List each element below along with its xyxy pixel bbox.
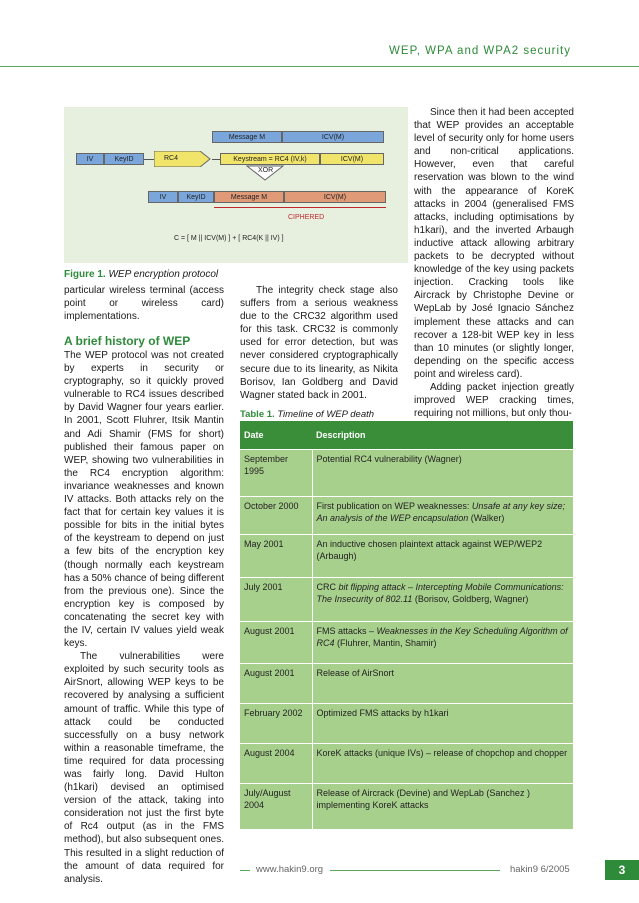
fig-keystream: Keystream = RC4 (IV,k) <box>220 153 320 165</box>
figure-caption <box>64 269 218 280</box>
fig-xor-label: XOR <box>258 167 274 174</box>
table-row <box>240 703 573 743</box>
row-date: August 2001 <box>240 621 312 663</box>
row-desc-text: Potential RC4 vulnerability (Wagner) <box>316 453 462 464</box>
row-desc-tail: (Walker) <box>468 512 505 523</box>
header-description: Description <box>312 421 573 449</box>
row-desc-tail: (Borisov, Goldberg, Wagner) <box>412 593 529 604</box>
row-desc-emph: Weaknesses in the Key Scheduling Algorithm of RC4 <box>316 625 568 648</box>
table-caption <box>240 409 374 420</box>
footer-rule-left <box>240 870 250 871</box>
col1-paragraph-2: The vulnerabilities were exploited by such security tools as AirSnort, allowing WEP keys to be recovered by analysing a sufficient amount of traffic. While this type of attack could be conducted successfully on a busy network within a reasonable timeframe, the time required for data processing was fairly long. David Hulton (h1kari) devised an optimised version of the attack, taking into consideration not just the first byte of Rc4 output (as in the FMS method), but also subsequent ones. This resulted in a slight reduction of the amount of data required for analysis. <box>64 651 224 885</box>
col1-paragraph-0: particular wireless terminal (access point or wireless card) implementations. <box>64 285 224 323</box>
row-desc-text: Release of AirSnort <box>316 667 395 678</box>
timeline-table <box>240 421 573 830</box>
col2-paragraph-1: The integrity check stage also suffers from a serious weakness due to the CRC32 algorithm used for this task. CRC32 is commonly used for error detection, but was never considered cryptographically secure due to its linearity, as Nikita Borisov, Ian Goldberg and David Wagner stated back in 2001. <box>240 285 398 401</box>
row-desc-text: FMS attacks – <box>316 625 377 636</box>
fig-keystream-icv: ICV(M) <box>320 153 384 165</box>
row-description <box>312 449 573 496</box>
col3-paragraph-2: Adding packet injection greatly improved WEP cracking times, requiring not millions, but only thou- <box>414 381 574 420</box>
row-date: May 2001 <box>240 534 312 577</box>
row-desc-text: CRC <box>316 581 339 592</box>
row-description <box>312 534 573 577</box>
table-row <box>240 449 573 496</box>
figure-wep-encryption <box>64 107 408 263</box>
section-heading: A brief history of WEP <box>64 334 191 348</box>
row-date: February 2002 <box>240 703 312 743</box>
fig-ciphered-label: CIPHERED <box>288 214 325 221</box>
fig-keyid: KeyID <box>104 153 144 165</box>
row-date: August 2004 <box>240 743 312 783</box>
row-description <box>312 663 573 703</box>
table-caption-text: Timeline of WEP death <box>277 409 375 420</box>
row-description <box>312 577 573 621</box>
table-row <box>240 783 573 829</box>
row-date: October 2000 <box>240 496 312 534</box>
table-row <box>240 663 573 703</box>
fig-rc4-label: RC4 <box>164 155 179 162</box>
footer-rule-middle <box>330 870 500 871</box>
table-caption-label: Table 1. <box>240 409 275 420</box>
table-row <box>240 496 573 534</box>
fig-iv-2: IV <box>148 191 178 203</box>
figure-caption-text: WEP encryption protocol <box>108 269 219 280</box>
column-3-body <box>414 106 574 420</box>
fig-message-m-2: Message M <box>214 191 284 203</box>
col1-paragraph-1: The WEP protocol was not created by experts in security or cryptography, so it quickly proved vulnerable to RC4 issues described by David Wagner four years earlier. In 2001, Scott Fluhrer, Itsik Mantin and Adi Shamir (FMS for short) published their famous paper on WEP, showing two vulnerabilities in the RC4 encryption algorithm: invariance weaknesses and known IV attacks. Both attacks rely on the fact that for certain key values it is possible for bits in the initial bytes of the keystream to depend on just a few bits of the encryption key (though normally each keystream has a 50% chance of being different from the previous one). Since the encryption key is composed by concatenating the secret key with the IV, certain IV values yield weak keys. <box>64 350 224 650</box>
fig-rc4-shape <box>154 151 212 167</box>
footer-url: www.hakin9.org <box>256 864 324 875</box>
fig-iv: IV <box>76 153 104 165</box>
row-desc-text: An inductive chosen plaintext attack against WEP/WEP2 (Arbaugh) <box>316 538 543 561</box>
row-date: September 1995 <box>240 449 312 496</box>
fig-icv-m-3: ICV(M) <box>284 191 386 203</box>
header-date: Date <box>240 421 312 449</box>
fig-icv-m: ICV(M) <box>282 131 384 143</box>
row-description <box>312 621 573 663</box>
row-description <box>312 743 573 783</box>
page-number: 3 <box>605 860 639 880</box>
row-desc-text: First publication on WEP weaknesses: <box>316 500 472 511</box>
table-row <box>240 577 573 621</box>
row-description <box>312 703 573 743</box>
table-row <box>240 621 573 663</box>
row-desc-emph: Unsafe at any key size; An analysis of the WEP encapsulation <box>316 500 565 523</box>
row-date: July 2001 <box>240 577 312 621</box>
fig-ciphered-line <box>214 207 386 208</box>
running-header: WEP, WPA and WPA2 security <box>389 45 571 57</box>
column-1-intro <box>64 284 224 323</box>
row-description <box>312 496 573 534</box>
fig-arrow-line-2 <box>212 159 220 160</box>
table-header-row <box>240 421 573 449</box>
fig-keyid-2: KeyID <box>178 191 214 203</box>
row-desc-text: KoreK attacks (unique IVs) – release of chopchop and chopper <box>316 747 568 758</box>
table-row <box>240 534 573 577</box>
table-row <box>240 743 573 783</box>
row-date: July/August 2004 <box>240 783 312 829</box>
col3-paragraph-1: Since then it had been accepted that WEP provides an acceptable level of security only for home users and non-critical applications. However, even that careful reservation was blown to the wind with the appearance of KoreK attacks in 2004 (generalised FMS attacks, including optimisations by h1kari), and the inverted Arbaugh inductive attack allowing arbitrary packets to be decrypted without knowledge of the key using packets injection. Cracking tools like Aircrack by Christophe Devine or WepLab by José Ignacio Sánchez implement these attacks and can recover a 128-bit WEP key in less than 10 minutes (or slightly longer, depending on the specific access point and wireless card). <box>414 107 574 380</box>
fig-formula: C = [ M || ICV(M) ] + [ RC4(K || IV) ] <box>174 235 284 242</box>
row-date: August 2001 <box>240 663 312 703</box>
column-2-body <box>240 284 398 402</box>
row-desc-text: Optimized FMS attacks by h1kari <box>316 707 449 718</box>
footer-issue: hakin9 6/2005 <box>510 864 570 875</box>
header-rule <box>0 66 639 67</box>
column-1-body <box>64 349 224 886</box>
figure-caption-label: Figure 1. <box>64 269 106 280</box>
row-description <box>312 783 573 829</box>
row-desc-emph: bit flipping attack – Intercepting Mobile Communications: The Insecurity of 802.11 <box>316 581 564 604</box>
fig-message-m: Message M <box>212 131 282 143</box>
row-desc-tail: (Fluhrer, Mantin, Shamir) <box>334 637 437 648</box>
row-desc-text: Release of Aircrack (Devine) and WepLab (Sanchez ) implementing KoreK attacks <box>316 787 530 810</box>
